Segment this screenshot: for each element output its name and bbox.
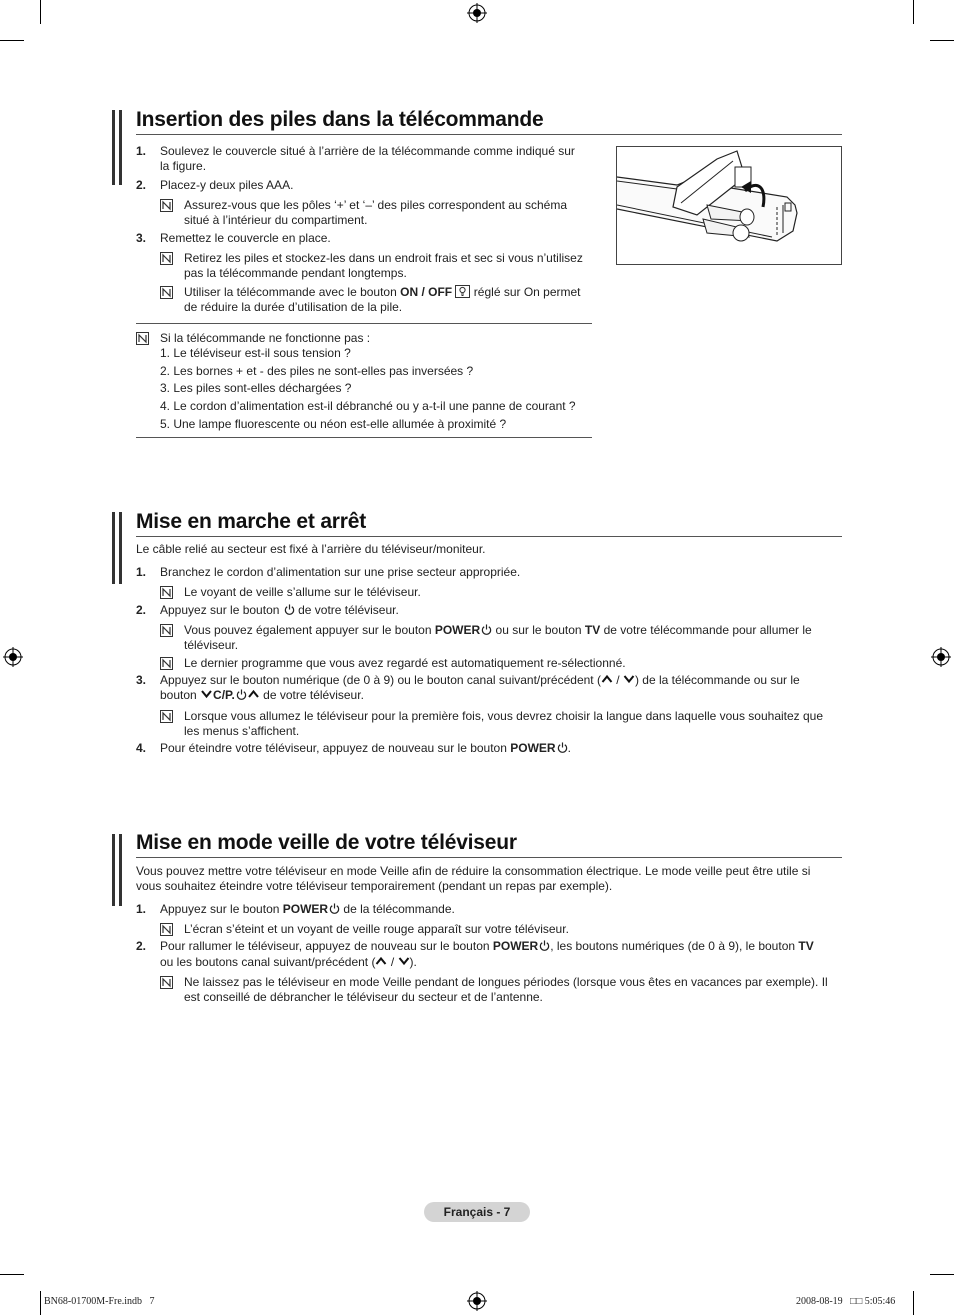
section-bar (112, 110, 115, 185)
chevron-up-icon (375, 956, 387, 966)
remote-battery-illustration (616, 146, 842, 265)
intro-text: Vous pouvez mettre votre téléviseur en mode Veille afin de réduire la consommation électrique. Le mode veille peut être utile si (136, 864, 811, 878)
note-icon (160, 624, 173, 637)
title-rule (136, 134, 842, 135)
step-text: Placez-y deux piles AAA. (160, 178, 294, 192)
note-text: est conseillé de débrancher le téléviseur du secteur et de l’antenne. (184, 990, 543, 1004)
note-icon (160, 286, 173, 299)
section-title: Mise en mode veille de votre téléviseur (136, 831, 517, 854)
note-icon (160, 252, 173, 265)
section-title: Mise en marche et arrêt (136, 510, 367, 533)
step-number: 2. (136, 603, 147, 617)
step-text: Branchez le cordon d’alimentation sur une prise secteur appropriée. (160, 565, 521, 579)
section-bar (119, 512, 122, 584)
title-rule (136, 536, 842, 537)
note-text: Le dernier programme que vous avez regardé est automatiquement re-sélectionné. (184, 656, 626, 670)
crop-mark (913, 0, 914, 24)
chevron-up-icon (601, 674, 613, 684)
power-icon (481, 624, 492, 635)
registration-mark-icon (467, 1291, 487, 1311)
power-icon (329, 903, 340, 914)
intro-text: vous souhaitez éteindre votre téléviseur temporairement (pendant un repas par exemple). (136, 879, 613, 893)
registration-mark-icon (467, 3, 487, 23)
power-icon (236, 689, 247, 700)
step-number: 3. (136, 231, 147, 245)
note-text: de réduire la durée d’utilisation de la pile. (184, 300, 403, 314)
section-bar (112, 512, 115, 584)
section-bar (119, 110, 122, 185)
crop-mark (40, 1291, 41, 1315)
box-rule (136, 323, 592, 324)
note-text: Retirez les piles et stockez-les dans un endroit frais et sec si vous n’utilisez (184, 251, 583, 265)
note-text: Lorsque vous allumez le téléviseur pour la première fois, vous devrez choisir la langue dans laquelle vous souhaitez que (184, 709, 824, 723)
step-number: 2. (136, 178, 147, 192)
list-item: 5. Une lampe fluorescente ou néon est-elle allumée à proximité ? (160, 417, 507, 431)
registration-mark-icon (3, 647, 23, 667)
note-text: Utiliser la télécommande avec le bouton ON / OFF réglé sur On permet (184, 285, 581, 299)
note-icon (160, 923, 173, 936)
note-icon (160, 976, 173, 989)
crop-mark (0, 40, 24, 41)
remote-image (617, 147, 841, 264)
power-icon (557, 742, 568, 753)
step-number: 1. (136, 565, 147, 579)
step-text: Remettez le couvercle en place. (160, 231, 331, 245)
step-text: Pour éteindre votre téléviseur, appuyez de nouveau sur le bouton POWER . (160, 741, 571, 755)
registration-mark-icon (931, 647, 951, 667)
note-icon (160, 199, 173, 212)
note-text: Le voyant de veille s’allume sur le téléviseur. (184, 585, 421, 599)
note-text: les menus s’affichent. (184, 724, 300, 738)
note-text: situé à l’intérieur du compartiment. (184, 213, 368, 227)
lamp-icon (455, 285, 470, 298)
note-text: téléviseur. (184, 638, 239, 652)
power-icon (539, 940, 550, 951)
box-rule (136, 437, 592, 438)
note-text: Ne laissez pas le téléviseur en mode Veille pendant de longues périodes (lorsque vous êtes en vacances par exemple). Il (184, 975, 828, 989)
crop-mark (40, 0, 41, 24)
chevron-down-icon (398, 956, 410, 966)
chevron-down-icon (200, 689, 213, 699)
power-icon (284, 604, 295, 615)
step-number: 4. (136, 741, 147, 755)
list-item: 3. Les piles sont-elles déchargées ? (160, 381, 352, 395)
step-number: 2. (136, 939, 147, 953)
crop-mark (0, 1274, 24, 1275)
file-name: BN68-01700M-Fre.indb 7 (44, 1296, 155, 1307)
note-text: Assurez-vous que les pôles ‘+’ et ‘–’ des piles correspondent au schéma (184, 198, 567, 212)
step-number: 1. (136, 902, 147, 916)
note-icon (160, 710, 173, 723)
step-text: bouton C/P. de votre téléviseur. (160, 688, 364, 702)
title-rule (136, 857, 842, 858)
step-text: Pour rallumer le téléviseur, appuyez de nouveau sur le bouton POWER , les boutons numériques (de 0 à 9), le bouton TV (160, 939, 814, 953)
note-icon (160, 586, 173, 599)
step-number: 3. (136, 673, 147, 687)
step-text: Appuyez sur le bouton POWER de la télécommande. (160, 902, 455, 916)
step-number: 1. (136, 144, 147, 158)
note-text: Vous pouvez également appuyer sur le bouton POWER ou sur le bouton TV de votre télécommande pour allumer le (184, 623, 812, 637)
section-bar (112, 834, 115, 906)
box-heading: Si la télécommande ne fonctionne pas : (160, 331, 371, 345)
list-item: 2. Les bornes + et - des piles ne sont-elles pas inversées ? (160, 364, 474, 378)
step-text: la figure. (160, 159, 207, 173)
crop-mark (913, 1291, 914, 1315)
crop-mark (930, 40, 954, 41)
note-icon (136, 332, 149, 345)
chevron-up-icon (247, 689, 260, 699)
step-text: Appuyez sur le bouton numérique (de 0 à 9) ou le bouton canal suivant/précédent ( / ) de la télécommande ou sur le (160, 673, 800, 687)
note-icon (160, 657, 173, 670)
step-text: Soulevez le couvercle situé à l’arrière de la télécommande comme indiqué sur (160, 144, 575, 158)
page-number-badge: Français - 7 (424, 1202, 530, 1222)
chevron-down-icon (623, 674, 635, 684)
crop-mark (930, 1274, 954, 1275)
step-text: ou les boutons canal suivant/précédent ( / ). (160, 955, 417, 969)
section-title: Insertion des piles dans la télécommande (136, 108, 544, 131)
print-date: 2008-08-19 □□ 5:05:46 (796, 1296, 896, 1307)
intro-text: Le câble relié au secteur est fixé à l’arrière du téléviseur/moniteur. (136, 542, 486, 556)
note-text: L’écran s’éteint et un voyant de veille rouge apparaît sur votre téléviseur. (184, 922, 569, 936)
step-text: Appuyez sur le bouton de votre téléviseur. (160, 603, 399, 617)
list-item: 1. Le téléviseur est-il sous tension ? (160, 346, 351, 360)
section-bar (119, 834, 122, 906)
note-text: pas la télécommande pendant longtemps. (184, 266, 407, 280)
list-item: 4. Le cordon d’alimentation est-il débranché ou y a-t-il une panne de courant ? (160, 399, 576, 413)
